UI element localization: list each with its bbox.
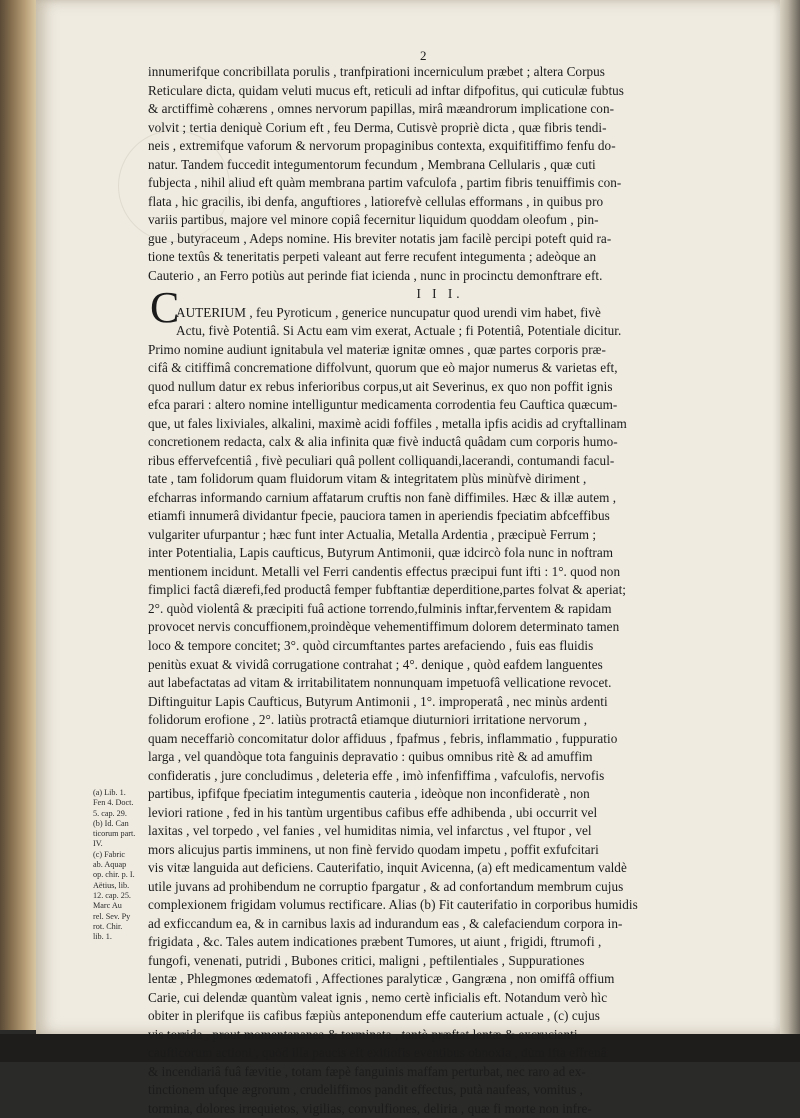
margin-note-line: rel. Sev. Py [93, 911, 131, 921]
text-line: folidorum erofione , 2°. latiùs protractâ etiamque diuturniori irritatione nervorum , [148, 712, 588, 728]
text-line: tinctionem ufque ægrorum , crudeliffimos pandit effectus, putà naufeas, vomitus , [148, 1082, 583, 1098]
margin-note-line: 12. cap. 25. [93, 890, 131, 900]
text-line: que, ut fales lixiviales, alkalini, maximè acidi foffiles , metalla ipfis acidis ad cryftallinam [148, 415, 627, 431]
book-binding [0, 0, 36, 1030]
text-line: & arctiffimè cohærens , omnes nervorum papillas, mirâ mæandrorum implicatione con- [148, 101, 615, 117]
page-number: 2 [420, 48, 427, 63]
page-fore-edge [780, 0, 800, 1034]
text-line: partibus, ipfifque fpeciatim integumentis cauteria , ideòque non inconfideratè , non [148, 786, 590, 802]
text-line: laxitas , vel torpedo , vel fanies , vel humiditas nimia, vel infarctus , vel ftupor , vel [148, 823, 592, 839]
text-line: mors alicujus partis imminens, ut non finè fervido quodam impetu , poffit exfufcitari [148, 841, 599, 857]
margin-note-line: (c) Fabric [93, 849, 126, 859]
text-line: tormina, dolores irrequietos, vigilias, convulfiones, deliria , quæ fi morte non infre- [148, 1100, 592, 1116]
text-line: larga , vel quandòque tota fanguinis depravatio : quibus omnibus ritè & ad amuffim [148, 749, 593, 765]
text-line: Cauterio , an Ferro potiùs aut perinde fiat icienda , nunc in procinctu demonftrare eft. [148, 267, 603, 283]
margin-note-line: ab. Aquap [93, 860, 127, 870]
text-line: tione textûs & teneritatis perpeti valeant aut ferre recufent integumenta ; adeòque an [148, 249, 597, 265]
text-line: Carie, cui delendæ quantùm valeat ignis , nemo certè inficialis eft. Notandum verò hìc [148, 989, 608, 1005]
text-line: loco & tempore concitet; 3°. quòd circumftantes partes arefaciendo , fuis eas fluidis [148, 637, 594, 653]
text-line: & incendiariâ fuâ fævitie , totam fæpè fanguinis maffam perturbat, nec raro ad ex- [148, 1063, 586, 1079]
text-line: Diftinguitur Lapis Caufticus, Butyrum Antimonii , 1°. improperatâ , nec minùs ardenti [148, 693, 608, 709]
margin-note-line: Fen 4. Doct. [93, 798, 134, 808]
margin-note-line: (a) Lib. 1. [93, 788, 126, 797]
text-line: etiamfi innumerâ dividantur fpecie, pauciora tamen in aperiendis fpeciatim abfceffibus [148, 508, 610, 524]
margin-note-line: (b) Id. Can [93, 818, 129, 828]
text-line: fubjecta , nihil aliud eft quàm membrana partim vafculofa , partim fibris tenuiffimis con- [148, 175, 622, 191]
text-line: obiter in plerifque iis cafibus fæpiùs anteponendum effe cauterium actuale , (c) cujus [148, 1008, 600, 1024]
text-line: Primo nomine audiunt ignitabula vel materiæ ignitæ omnes , quæ partes corporis præ- [148, 341, 606, 357]
text-line: cifâ & citiffimâ concrematione diffolvunt, quorum que eò major numerus & varietas eft, [148, 360, 618, 376]
text-line: provocet nervis concuffionem,proindèque vehementiffimum dolorem determinato tamen [148, 619, 620, 635]
text-line: flata , hic gracilis, ibi denfa, anguftiores , latiorefvè cellulas efformans , in quibus pro [148, 193, 604, 209]
text-line: quam neceffariò concomitatur dolor affiduus , fpafmus , febris, inflammatio , fuppuratio [148, 730, 618, 746]
text-line: penitùs exuat & vividâ corrugatione contrahat ; 4°. denique , quòd eafdem languentes [148, 656, 603, 672]
text-line: AUTERIUM , feu Pyroticum , generice nuncupatur quod urendi vim habet, fivè [176, 304, 601, 320]
margin-note-line: ticorum part. [93, 829, 136, 839]
text-line: 2°. quòd violentâ & præcipiti fuâ actione torrendo,fulminis inftar,ferventem & rapidam [148, 600, 612, 616]
text-line: ad exficcandum ea, & in carnibus laxis ad indurandum eas , & calefaciendum corpora in- [148, 915, 623, 931]
text-line: fimplici factâ diærefi,fed productâ femper fubftantiæ deperditione,partes folvat & aperiat; [148, 582, 627, 598]
margin-note-line: Marc Au [93, 901, 122, 911]
drop-cap-letter: C [150, 283, 180, 332]
text-line: variis partibus, majore vel minore copiâ fecernitur liquidum quoddam oleofum , pin- [148, 212, 599, 228]
text-line: efca parari : altero nomine intelliguntur medicamenta corrodentia feu Cauftica quæcum- [148, 397, 618, 413]
text-line: inter Potentialia, Lapis caufticus, Butyrum Antimonii, quæ idcircò fola nunc in noftram [148, 545, 614, 561]
section-heading: I I I. [416, 286, 464, 302]
text-line: utile juvans ad prohibendum ne corruptio fpargatur , & ad confortandum membrum cujus [148, 878, 624, 894]
text-line: mentionem incidunt. Metalli vel Ferri candentis effectus præcipui funt ifti : 1°. quod non [148, 563, 621, 579]
text-line: volvit ; tertia deniquè Corium eft , feu Derma, Cutisvè propriè dicta , quæ fibris tendi- [148, 119, 607, 135]
main-text-block [148, 63, 772, 1118]
margin-note-line: lib. 1. [93, 932, 112, 942]
text-line: Reticulare dicta, quidam veluti mucus eft, reticuli ad inftar difpofitus, qui cuticulæ fubtus [148, 82, 624, 98]
margin-note-line: op. chir. p. I. [93, 870, 135, 880]
margin-note-line: 5. cap. 29. [93, 808, 127, 818]
text-line: neis , extremifque vaforum & nervorum propaginibus contexta, exquifitiffimo fenfu do- [148, 138, 616, 154]
margin-note-line: rot. Chir. [93, 921, 123, 931]
text-line: innumerifque concribillata porulis , tranfpirationi incerniculum præbet ; altera Corpus [148, 64, 605, 79]
text-line: concretionem redacta, calx & alia infinita quæ fivè inductâ quâdam cum corporis humo- [148, 434, 618, 450]
margin-note-line: Aëtius, lib. [93, 880, 130, 890]
text-line: leviori ratione , fed in his tantùm urgentibus cafibus effe adhibenda , ubi occurrit vel [148, 804, 598, 820]
text-line: frigidata , &c. Tales autem indicationes præbent Tumores, ut aiunt , frigidi, ftrumofi , [148, 934, 602, 950]
text-line: natur. Tandem fuccedit integumentorum fecundum , Membrana Cellularis , quæ cuti [148, 156, 596, 172]
text-line: gue , butyraceum , Adeps nomine. His breviter notatis jam facilè percipi poteft quid ra- [148, 230, 612, 246]
text-line: quod nullum datur ex rebus inferioribus corpus,ut ait Severinus, ex quo non poffit ignis [148, 378, 613, 394]
text-line: cauftìcorum actioni , quòd illa paucis eft exitiofis eventibus obnoxia , dùm ifta effrenâ [148, 1045, 607, 1061]
text-line: efcharras informando carnium affatarum cruftis non fanè diffimiles. Hæc & illæ autem , [148, 489, 617, 505]
text-line: complexionem frigidam volumus rectificare. Alias (b) Fit cauterifatio in corporibus humidis [148, 897, 638, 913]
text-line: aut labefactatas ad vitam & irritabilitatem nonnunquam impetuofâ vellicatione revocet. [148, 675, 612, 691]
text-line: Actu, fivè Potentiâ. Si Actu eam vim exerat, Actuale ; fi Potentiâ, Potentiale dicitur. [176, 323, 622, 339]
text-line: vis vitæ languida aut deficiens. Cauterifatio, inquit Avicenna, (a) eft medicamentum valdè [148, 860, 627, 876]
text-line: lentæ , Phlegmones œdematofi , Affectiones paralyticæ , Gangræna , non omiffâ offium [148, 971, 615, 987]
margin-note-line: IV. [93, 839, 103, 849]
margin-notes [93, 788, 151, 942]
text-line: fungofi, venenati, putridi , Bubones critici, maligni , peftilentiales , Suppurationes [148, 952, 585, 968]
text-line: tate , tam folidorum quam fluidorum vitam & integritatem plùs minùfvè diriment , [148, 471, 587, 487]
text-line: vulgariter ufurpantur ; hæc funt inter Actualia, Metalla Ardentia , præcipuè Ferrum ; [148, 526, 597, 542]
text-line: confideratis , jure concludimus , deleteria effe , imò infenfiffima , vafculofis, nervofis [148, 767, 605, 783]
text-line: vis torrida , prout momentananea & terminata , tantò præftat lentæ & excrucianti [148, 1026, 578, 1042]
text-line: ribus effervefcentiâ , fivè peculiari quâ pollent colliquandi,lacerandi, contumandi facul- [148, 452, 615, 468]
